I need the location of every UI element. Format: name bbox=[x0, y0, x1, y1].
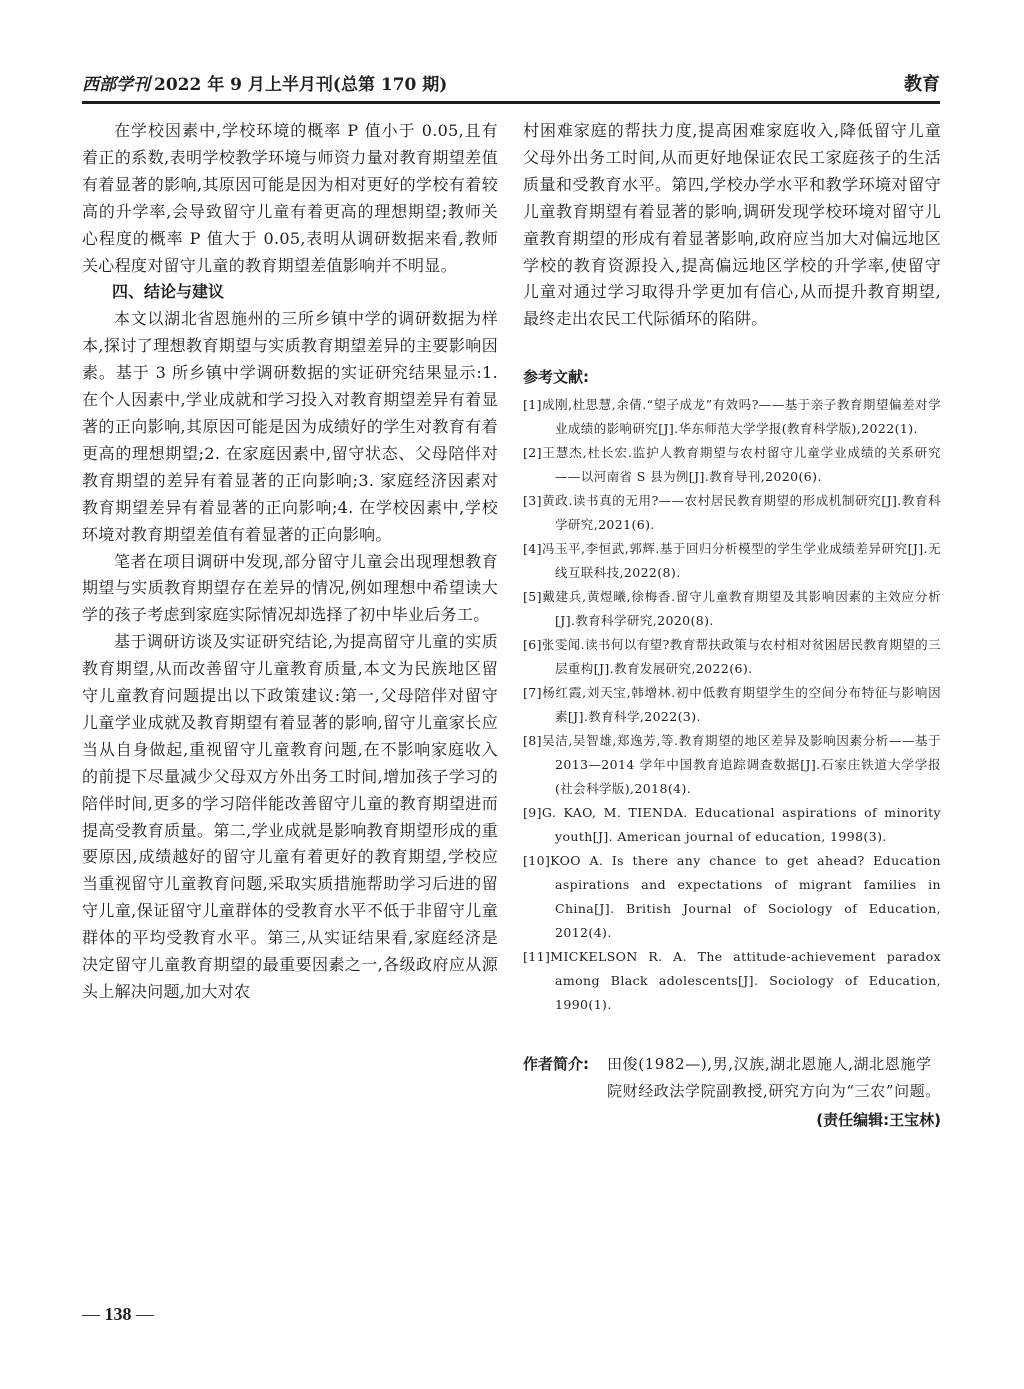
reference-item: [9]G. KAO, M. TIENDA. Educational aspirations of minority youth[J]. American journal of education, 1998(3). bbox=[523, 805, 941, 845]
reference-item: [7]杨红霞,刘天宝,韩增林.初中低教育期望学生的空间分布特征与影响因素[J].教育科学,2022(3). bbox=[523, 685, 941, 725]
author-text: 田俊(1982—),男,汉族,湖北恩施人,湖北恩施学院财经政法学院副教授,研究方向为“三农”问题。 bbox=[607, 1055, 941, 1101]
responsible-editor: (责任编辑:王宝林) bbox=[816, 1111, 941, 1130]
issue-info: 2022 年 9 月上半月刊(总第 170 期) bbox=[154, 75, 448, 95]
journal-issue-line bbox=[82, 70, 447, 95]
author-label: 作者简介: bbox=[523, 1055, 589, 1074]
reference-item: [1]成刚,杜思慧,余倩.“望子成龙”有效吗?——基于亲子教育期望偏差对学业成绩的影响研究[J].华东师范大学学报(教育科学版),2022(1). bbox=[523, 397, 941, 437]
page-number bbox=[82, 1304, 154, 1325]
header-rule bbox=[82, 101, 940, 104]
reference-item: [8]吴洁,吴智雄,郑逸芳,等.教育期望的地区差异及影响因素分析——基于 2013—2014 学年中国教育追踪调查数据[J].石家庄铁道大学学报(社会科学版),2018(4). bbox=[523, 733, 941, 797]
reference-item: [2]王慧杰,杜长宏.监护人教育期望与农村留守儿童学业成绩的关系研究——以河南省 S 县为例[J].教育导刊,2020(6). bbox=[523, 445, 941, 485]
body-paragraph: 在学校因素中,学校环境的概率 P 值小于 0.05,且有着正的系数,表明学校教学环境与师资力量对教育期望差值有着显著的影响,其原因可能是因为相对更好的学校有着较高的升学率,会导致留守儿童有着更高的理想期望;教师关心程度的概率 P 值大于 0.05,表明从调研数据来看,教师关心程度对留守儿童的教育期望差值影响并不明显。 bbox=[82, 121, 498, 275]
body-paragraph: 笔者在项目调研中发现,部分留守儿童会出现理想教育期望与实质教育期望存在差异的情况,例如理想中希望读大学的孩子考虑到家庭实际情况却选择了初中毕业后务工。 bbox=[82, 551, 498, 625]
page-number-dash-right: — bbox=[131, 1304, 154, 1324]
author-bio bbox=[523, 1051, 941, 1105]
reference-item: [11]MICKELSON R. A. The attitude-achievement paradox among Black adolescents[J]. Sociology of Education, 1990(1). bbox=[523, 949, 941, 1013]
body-paragraph: 基于调研访谈及实证研究结论,为提高留守儿童的实质教育期望,从而改善留守儿童教育质量,本文为民族地区留守儿童教育问题提出以下政策建议:第一,父母陪伴对留守儿童学业成就及教育期望有着显著的影响,留守儿童家长应当从自身做起,重视留守儿童教育问题,在不影响家庭收入的前提下尽量减少父母双方外出务工时间,增加孩子学习的陪伴时间,更多的学习陪伴能改善留守儿童的教育期望进而提高受教育质量。第二,学业成就是影响教育期望形成的重要原因,成绩越好的留守儿童有着更好的教育期望,学校应当重视留守儿童教育问题,采取实质措施帮助学习后进的留守儿童,保证留守儿童群体的受教育水平不低于非留守儿童群体的平均受教育水平。第三,从实证结果看,家庭经济是决定留守儿童教育期望的最重要因素之一,各级政府应从源头上解决问题,加大对农 bbox=[82, 632, 498, 1001]
references-heading: 参考文献: bbox=[523, 368, 589, 387]
journal-name: 西部学刊 bbox=[82, 75, 150, 95]
left-column bbox=[82, 118, 498, 1006]
body-paragraph-continued: 村困难家庭的帮扶力度,提高困难家庭收入,降低留守儿童父母外出务工时间,从而更好地保证农民工家庭孩子的生活质量和受教育水平。第四,学校办学水平和教学环境对留守儿童教育期望有着显著的影响,调研发现学校环境对留守儿童教育期望的形成有着显著影响,政府应当加大对偏远地区学校的教育资源投入,提高偏远地区学校的升学率,使留守儿童对通过学习取得升学更加有信心,从而提升教育期望,最终走出农民工代际循环的陷阱。 bbox=[523, 121, 941, 329]
reference-item: [3]黄政.读书真的无用?——农村居民教育期望的形成机制研究[J].教育科学研究,2021(6). bbox=[523, 493, 941, 533]
reference-item: [4]冯玉平,李恒武,郭辉.基于回归分析模型的学生学业成绩差异研究[J].无线互联科技,2022(8). bbox=[523, 541, 941, 581]
reference-item: [5]戴建兵,黄煜曦,徐梅香.留守儿童教育期望及其影响因素的主效应分析[J].教育科学研究,2020(8). bbox=[523, 589, 941, 629]
section-label: 教育 bbox=[904, 74, 940, 95]
section-heading: 四、结论与建议 bbox=[112, 282, 225, 302]
references-list bbox=[523, 393, 941, 1017]
page-header bbox=[82, 70, 940, 100]
page-number-dash-left: — bbox=[82, 1304, 105, 1324]
page-number-value: 138 bbox=[104, 1304, 132, 1324]
reference-item: [6]张雯闻.读书何以有望?教育帮扶政策与农村相对贫困居民教育期望的三层重构[J].教育发展研究,2022(6). bbox=[523, 637, 941, 677]
right-column bbox=[523, 118, 941, 1130]
reference-item: [10]KOO A. Is there any chance to get ahead? Education aspirations and expectations of migrant families in China[J]. British Journal of Sociology of Education, 2012(4). bbox=[523, 853, 941, 941]
body-paragraph: 本文以湖北省恩施州的三所乡镇中学的调研数据为样本,探讨了理想教育期望与实质教育期望差异的主要影响因素。基于 3 所乡镇中学调研数据的实证研究结果显示:1. 在个人因素中,学业成就和学习投入对教育期望差异有着显著的正向影响,其原因可能是因为成绩好的学生对教育有着更高的理想期望;2. 在家庭因素中,留守状态、父母陪伴对教育期望的差异有着显著的正向影响;3. 家庭经济因素对教育期望差异有着显著的正向影响;4. 在学校因素中,学校环境对教育期望差值有着显著的正向影响。 bbox=[82, 309, 498, 544]
